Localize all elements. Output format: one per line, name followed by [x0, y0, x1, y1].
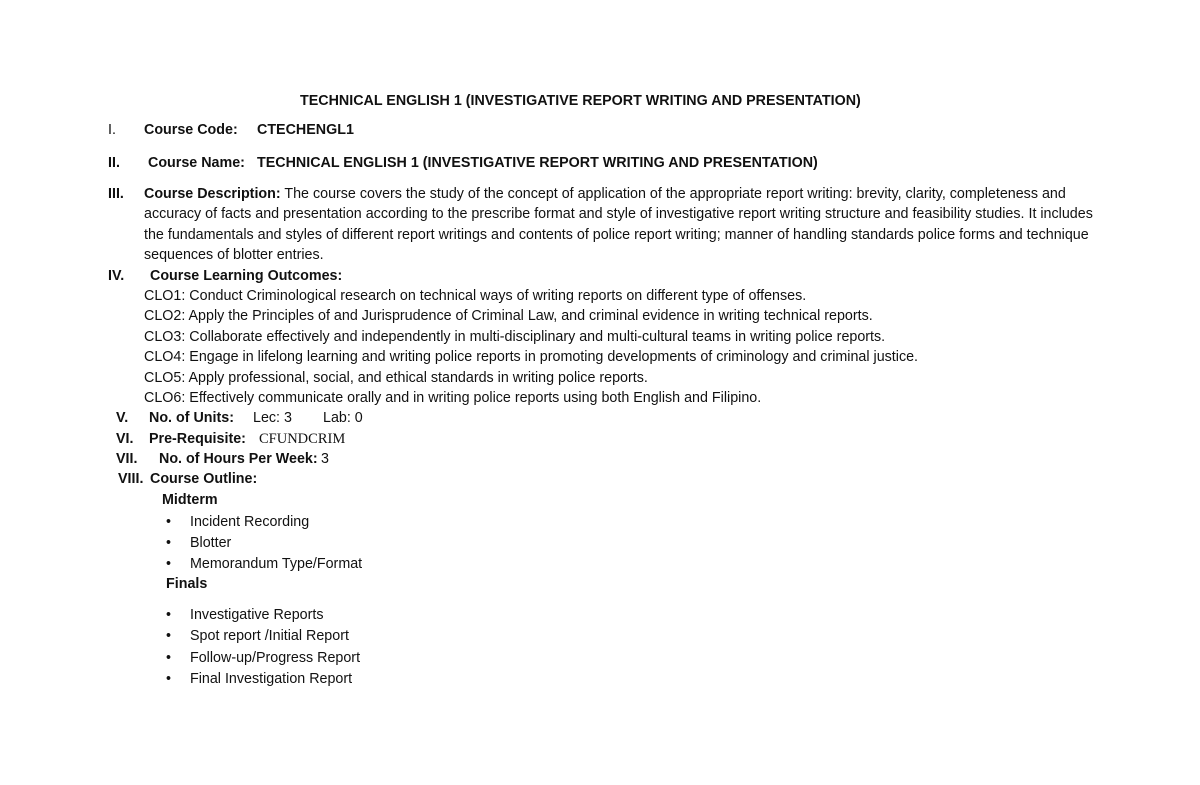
outline-item: Blotter [190, 535, 232, 551]
bullet-icon: • [166, 556, 172, 572]
bullet-icon: • [166, 514, 172, 530]
section-numeral: III. [108, 186, 124, 202]
course-name-value: TECHNICAL ENGLISH 1 (INVESTIGATIVE REPORT WRITING AND PRESENTATION) [257, 155, 818, 171]
section-numeral: VIII. [118, 471, 144, 487]
section-numeral: II. [108, 155, 120, 171]
course-description-label: Course Description: [144, 186, 281, 202]
learning-outcome-item: CLO4: Engage in lifelong learning and writing police reports in promoting developments of criminology and criminal justice. [144, 349, 919, 365]
learning-outcomes-label: Course Learning Outcomes: [150, 268, 343, 284]
course-code-value: CTECHENGL1 [257, 122, 354, 138]
midterm-heading: Midterm [162, 492, 218, 508]
outline-item: Follow-up/Progress Report [190, 650, 361, 666]
course-description-text: The course covers the study of the concept of application of the appropriate report writing: brevity, clarity, completeness and accuracy of facts and presentation according to the prescribe format and style of investigative report writing structure and feasibility studies. It includes the fundamentals and styles of different report writings and contents of police report writing; manner of handling standards police forms and technique sequences of blotter entries. [144, 186, 1093, 263]
learning-outcome-item: CLO6: Effectively communicate orally and in writing police reports using both English and Filipino. [144, 390, 762, 406]
bullet-icon: • [166, 628, 172, 644]
document-title: TECHNICAL ENGLISH 1 (INVESTIGATIVE REPORT WRITING AND PRESENTATION) [300, 93, 861, 109]
learning-outcome-item: CLO3: Collaborate effectively and independently in multi-disciplinary and multi-cultural teams in writing police reports. [144, 329, 886, 345]
hours-value: 3 [321, 451, 329, 467]
learning-outcome-item: CLO2: Apply the Principles of and Jurisprudence of Criminal Law, and criminal evidence in writing technical reports. [144, 308, 873, 324]
prerequisite-value: CFUNDCRIM [259, 431, 346, 447]
learning-outcome-item: CLO5: Apply professional, social, and ethical standards in writing police reports. [144, 370, 648, 386]
finals-heading: Finals [166, 576, 208, 592]
section-numeral: VII. [116, 451, 138, 467]
bullet-icon: • [166, 535, 172, 551]
outline-item: Final Investigation Report [190, 671, 353, 687]
bullet-icon: • [166, 650, 172, 666]
course-name-label: Course Name: [148, 155, 245, 171]
course-code-label: Course Code: [144, 122, 238, 138]
hours-label: No. of Hours Per Week: [159, 451, 318, 467]
learning-outcome-item: CLO1: Conduct Criminological research on technical ways of writing reports on different type of offenses. [144, 288, 807, 304]
section-numeral: VI. [116, 431, 134, 447]
units-lab: Lab: 0 [323, 410, 363, 426]
course-description [144, 184, 1106, 265]
section-numeral: IV. [108, 268, 125, 284]
outline-item: Incident Recording [190, 514, 310, 530]
section-numeral: I. [108, 122, 116, 138]
bullet-icon: • [166, 607, 172, 623]
section-numeral: V. [116, 410, 129, 426]
bullet-icon: • [166, 671, 172, 687]
units-label: No. of Units: [149, 410, 234, 426]
outline-item: Memorandum Type/Format [190, 556, 363, 572]
prerequisite-label: Pre-Requisite: [149, 431, 246, 447]
course-outline-label: Course Outline: [150, 471, 258, 487]
units-lec: Lec: 3 [253, 410, 292, 426]
outline-item: Spot report /Initial Report [190, 628, 349, 644]
outline-item: Investigative Reports [190, 607, 324, 623]
